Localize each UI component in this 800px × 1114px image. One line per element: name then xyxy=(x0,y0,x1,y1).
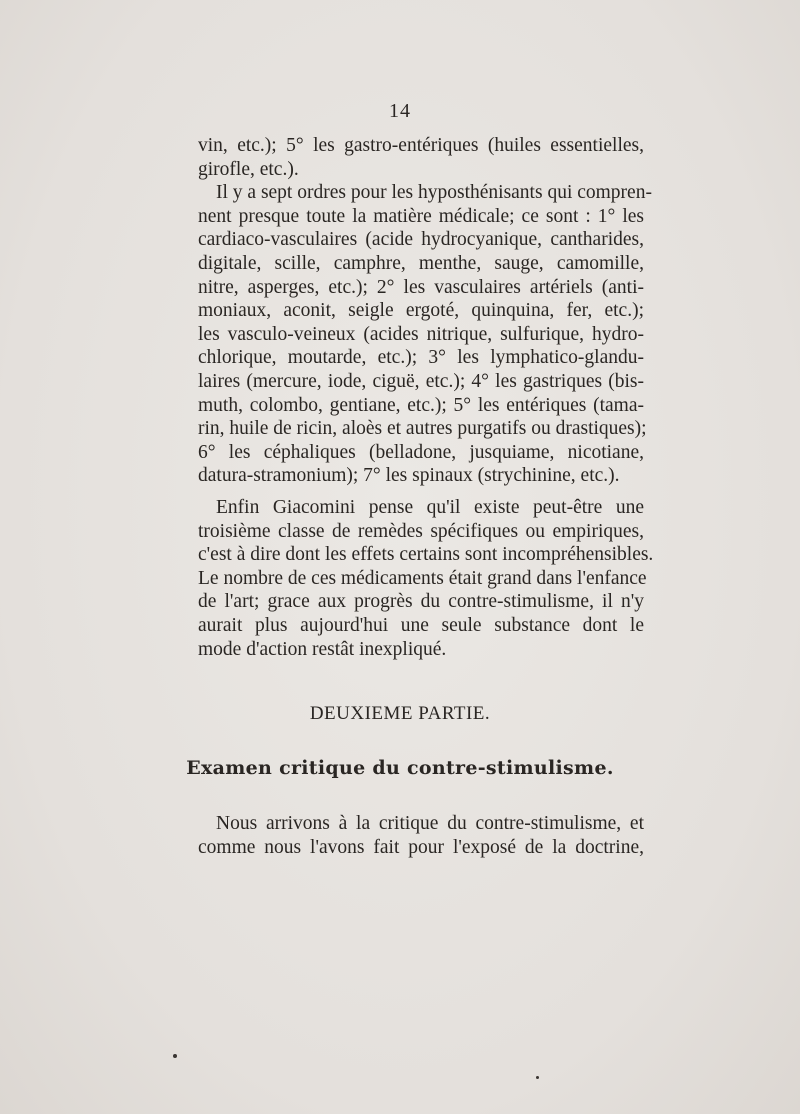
text-line: muth, colombo, gentiane, etc.); 5° les entériques (tama- xyxy=(198,394,644,416)
part-heading: DEUXIEME PARTIE. xyxy=(309,703,491,724)
paper-speck xyxy=(173,1054,177,1058)
text-line: rin, huile de ricin, aloès et autres purgatifs ou drastiques); xyxy=(198,418,647,440)
page-number: 14 xyxy=(389,100,411,122)
text-line: laires (mercure, iode, ciguë, etc.); 4° les gastriques (bis- xyxy=(198,370,644,392)
text-line: cardiaco-vasculaires (acide hydrocyanique, cantharides, xyxy=(198,229,644,251)
text-line: nent presque toute la matière médicale; ce sont : 1° les xyxy=(198,205,644,227)
text-line: nitre, asperges, etc.); 2° les vasculaires artériels (anti- xyxy=(198,276,644,298)
paper-speck xyxy=(536,1076,539,1079)
text-line: les vasculo-veineux (acides nitrique, sulfurique, hydro- xyxy=(198,323,644,345)
text-line: aurait plus aujourd'hui une seule substance dont le xyxy=(198,614,644,636)
text-line: Nous arrivons à la critique du contre-stimulisme, et xyxy=(216,813,644,834)
text-line: chlorique, moutarde, etc.); 3° les lymphatico-glandu- xyxy=(198,347,644,369)
text-line: datura-stramonium); 7° les spinaux (strychinine, etc.). xyxy=(198,465,620,487)
text-line: Il y a sept ordres pour les hyposthénisants qui compren- xyxy=(216,182,652,204)
text-line: 6° les céphaliques (belladone, jusquiame, nicotiane, xyxy=(198,441,644,463)
text-line: Enfin Giacomini pense qu'il existe peut-être une xyxy=(216,497,644,518)
text-line: girofle, etc.). xyxy=(198,158,299,180)
paragraph-hyposthenisants xyxy=(198,134,652,488)
text-line: mode d'action restât inexpliqué. xyxy=(198,638,447,660)
text-line: digitale, scille, camphre, menthe, sauge, camomille, xyxy=(198,252,644,274)
paragraph-critique xyxy=(198,812,644,859)
section-heading: Examen critique du contre-stimulisme. xyxy=(186,757,614,779)
paragraph-giacomini xyxy=(198,496,654,661)
text-line: de l'art; grace aux progrès du contre-stimulisme, il n'y xyxy=(198,591,644,613)
text-line: c'est à dire dont les effets certains sont incompréhensibles. xyxy=(198,544,654,566)
text-line: comme nous l'avons fait pour l'exposé de la doctrine, xyxy=(198,836,644,858)
text-line: vin, etc.); 5° les gastro-entériques (huiles essentielles, xyxy=(198,135,644,156)
text-line: troisième classe de remèdes spécifiques ou empiriques, xyxy=(198,520,644,542)
text-line: Le nombre de ces médicaments était grand dans l'enfance xyxy=(198,567,647,589)
text-line: moniaux, aconit, seigle ergoté, quinquina, fer, etc.); xyxy=(198,300,644,322)
